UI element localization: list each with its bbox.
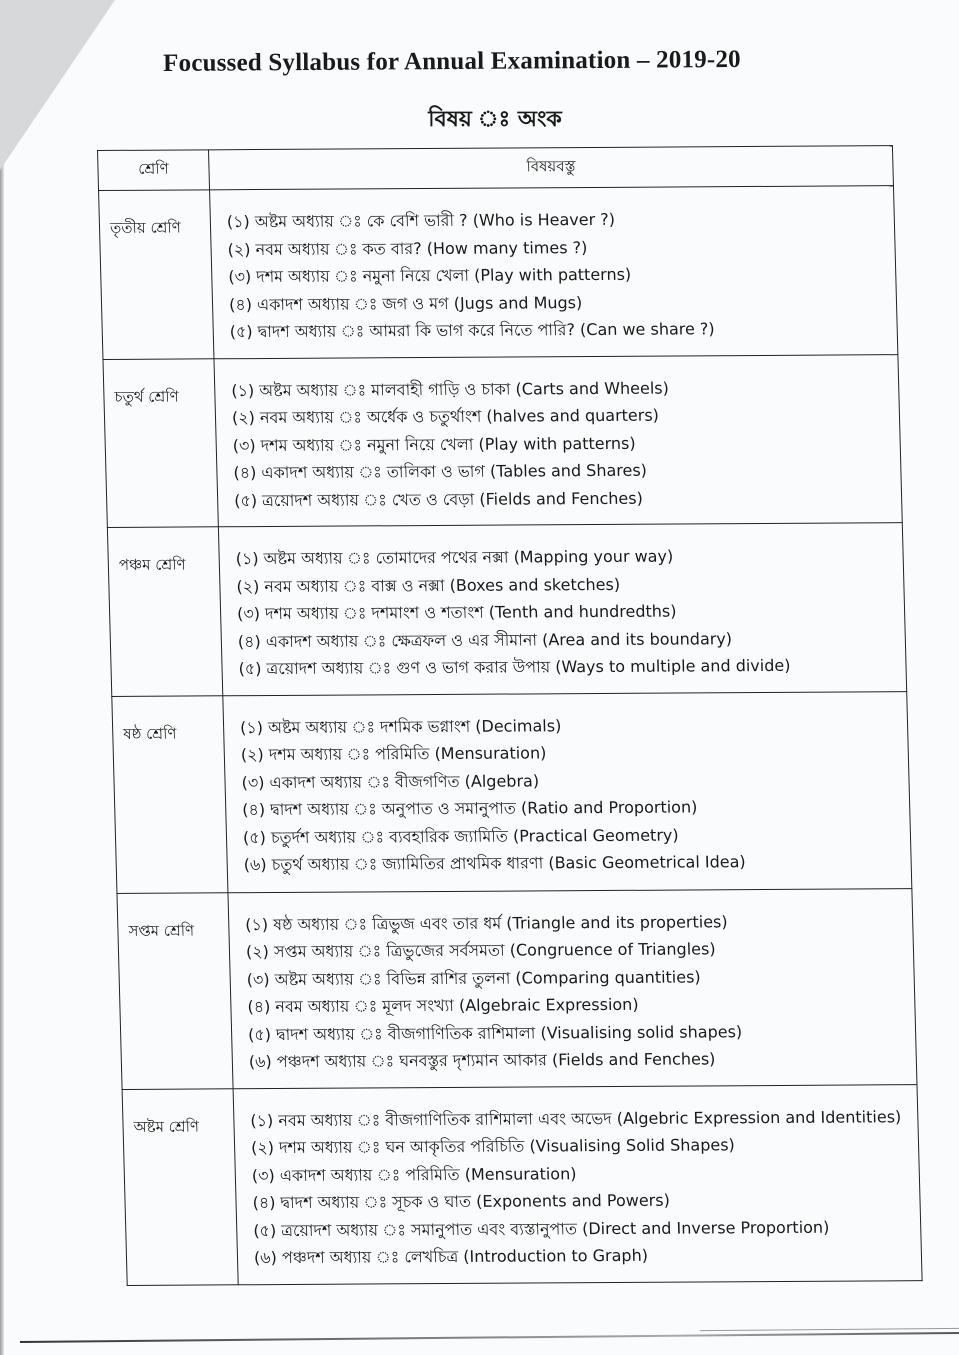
- table-header-row: [98, 146, 894, 191]
- chapter-item: (১) ষষ্ঠ অধ্যায় ঃ ত্রিভুজ এবং তার ধর্ম (Triangle and its properties): [245, 911, 728, 934]
- chapter-item: (১) অষ্টম অধ্যায় ঃ কে বেশি ভারী ? (Who is Heaver ?): [226, 209, 616, 232]
- chapter-item: (২) দশম অধ্যায় ঃ ঘন আকৃতির পরিচিতি (Visualising Solid Shapes): [250, 1135, 736, 1158]
- syllabus-table-container: [97, 145, 923, 1285]
- content-cell: [210, 186, 898, 359]
- chapter-item: (৩) অষ্টম অধ্যায় ঃ বিভিন্ন রাশির তুলনা (Comparing quantities): [246, 966, 701, 989]
- chapter-item: (২) দশম অধ্যায় ঃ পরিমিতি (Mensuration): [240, 743, 547, 765]
- chapter-item: (৩) একাদশ অধ্যায় ঃ বীজগণিত (Algebra): [241, 770, 540, 792]
- scan-folded-corner: [0, 0, 115, 170]
- chapter-item: (২) নবম অধ্যায় ঃ বাক্স ও নক্সা (Boxes and sketches): [236, 574, 621, 596]
- content-cell: [228, 888, 917, 1088]
- chapter-item: (১) অষ্টম অধ্যায় ঃ মালবাহী গাড়ি ও চাকা (Carts and Wheels): [231, 378, 670, 400]
- class-cell: পঞ্চম শ্রেণি: [107, 527, 222, 696]
- chapter-item: (২) নবম অধ্যায় ঃ অর্ধেক ও চতুর্থাংশ (halves and quarters): [231, 405, 660, 428]
- subject-heading: বিষয় ঃ অংক: [428, 107, 562, 132]
- header-content: বিষয়বস্তু: [208, 146, 893, 190]
- syllabus-table: [97, 145, 923, 1285]
- content-cell: [218, 523, 906, 696]
- chapter-item: (৫) দ্বাদশ অধ্যায় ঃ বীজগাণিতিক রাশিমালা (Visualising solid shapes): [247, 1021, 743, 1044]
- content-cell: [223, 691, 912, 892]
- chapter-item: (৬) পঞ্চদশ অধ্যায় ঃ ঘনবস্তুর দৃশ্যমান আকার (Fields and Fenches): [248, 1049, 716, 1072]
- header-class: শ্রেণি: [98, 150, 210, 191]
- chapter-item: (৫) ত্রয়োদশ অধ্যায় ঃ গুণ ও ভাগ করার উপায় (Ways to multiple and divide): [238, 655, 791, 679]
- class-cell: সপ্তম শ্রেণি: [117, 892, 233, 1089]
- chapter-item: (৫) চতুর্দশ অধ্যায় ঃ ব্যবহারিক জ্যামিতি (Practical Geometry): [242, 825, 679, 847]
- chapter-item: (২) নবম অধ্যায় ঃ কত বার? (How many times ?): [227, 237, 588, 259]
- chapter-item: (৬) চতুর্থ অধ্যায় ঃ জ্যামিতির প্রাথমিক ধারণা (Basic Geometrical Idea): [243, 852, 746, 875]
- chapter-item: (৩) দশম অধ্যায় ঃ নমুনা নিয়ে খেলা (Play with patterns): [228, 264, 632, 287]
- content-cell: [214, 354, 902, 527]
- scan-bottom-edge: [20, 1332, 959, 1343]
- chapter-item: (১) নবম অধ্যায় ঃ বীজগাণিতিক রাশিমালা এবং অভেদ (Algebric Expression and Identities): [250, 1106, 902, 1130]
- chapter-item: (৩) দশম অধ্যায় ঃ নমুনা নিয়ে খেলা (Play with patterns): [232, 433, 636, 455]
- chapter-item: (৫) দ্বাদশ অধ্যায় ঃ আমরা কি ভাগ করে নিতে পারি? (Can we share ?): [229, 319, 715, 342]
- class-cell: ষষ্ঠ শ্রেণি: [112, 695, 228, 893]
- table-row: [107, 523, 906, 696]
- table-row: [122, 1084, 922, 1285]
- class-cell: অষ্টম শ্রেণি: [122, 1088, 238, 1285]
- chapter-item: (৩) দশম অধ্যায় ঃ দশমাংশ ও শতাংশ (Tenth and hundredths): [236, 601, 677, 624]
- chapter-item: (৬) পঞ্চদশ অধ্যায় ঃ লেখচিত্র (Introduction to Graph): [253, 1245, 649, 1268]
- chapter-item: (৪) দ্বাদশ অধ্যায় ঃ সূচক ও ঘাত (Exponents and Powers): [252, 1190, 671, 1213]
- content-cell: [233, 1084, 922, 1284]
- chapter-item: (৪) একাদশ অধ্যায় ঃ ক্ষেত্রফল ও এর সীমানা (Area and its boundary): [237, 628, 733, 651]
- scan-edge-line: [700, 1328, 959, 1331]
- chapter-item: (৫) ত্রয়োদশ অধ্যায় ঃ সমানুপাত এবং ব্যস্তানুপাত (Direct and Inverse Proportion): [253, 1217, 830, 1240]
- chapter-item: (৪) নবম অধ্যায় ঃ মূলদ সংখ্যা (Algebraic Expression): [247, 994, 639, 1017]
- chapter-item: (৪) দ্বাদশ অধ্যায় ঃ অনুপাত ও সমানুপাত (Ratio and Proportion): [242, 797, 698, 820]
- scan-page-edge: [0, 0, 4, 1355]
- chapter-item: (৪) একাদশ অধ্যায় ঃ তালিকা ও ভাগ (Tables and Shares): [233, 460, 648, 483]
- chapter-item: (৩) একাদশ অধ্যায় ঃ পরিমিতি (Mensuration): [251, 1163, 577, 1185]
- class-cell: চতুর্থ শ্রেণি: [103, 358, 218, 527]
- table-row: [103, 354, 902, 527]
- table-row: [99, 186, 898, 359]
- table-row: [112, 691, 912, 893]
- chapter-item: (৪) একাদশ অধ্যায় ঃ জগ ও মগ (Jugs and Mugs): [228, 292, 583, 314]
- chapter-item: (৫) ত্রয়োদশ অধ্যায় ঃ খেত ও বেড়া (Fields and Fenches): [233, 488, 644, 510]
- table-row: [117, 888, 917, 1089]
- chapter-item: (১) অষ্টম অধ্যায় ঃ দশমিক ভগ্নাংশ (Decimals): [239, 715, 562, 737]
- chapter-item: (২) সপ্তম অধ্যায় ঃ ত্রিভুজের সর্বসমতা (Congruence of Triangles): [245, 939, 716, 962]
- class-cell: তৃতীয় শ্রেণি: [99, 190, 214, 359]
- document-title: Focussed Syllabus for Annual Examination – 2019-20: [163, 45, 741, 77]
- chapter-item: (১) অষ্টম অধ্যায় ঃ তোমাদের পথের নক্সা (Mapping your way): [235, 546, 674, 569]
